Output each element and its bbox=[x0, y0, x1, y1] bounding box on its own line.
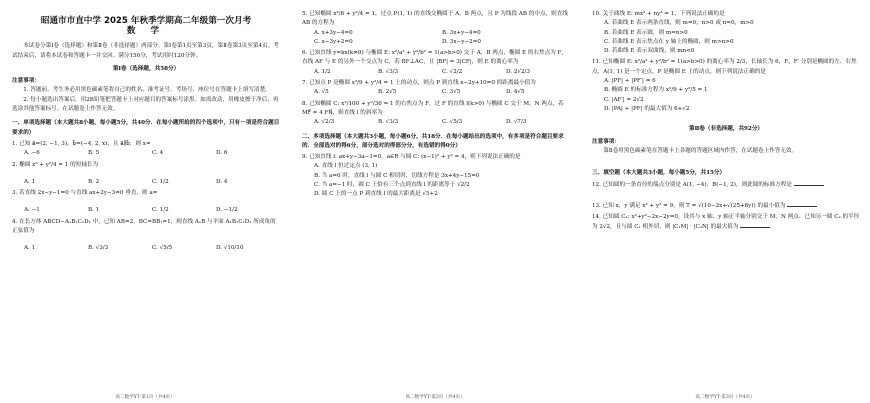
option-a: A. √5 bbox=[314, 89, 329, 96]
question-3: 3. 若直线 2x−y−1=0 与直线 ax+2y−3=0 垂直，则 a= bbox=[12, 190, 158, 197]
volume-2-heading: 第Ⅱ卷（非选择题，共92分） bbox=[688, 126, 764, 133]
question-8-options bbox=[302, 118, 570, 127]
option-d: D. 6 bbox=[216, 150, 228, 157]
note: 第Ⅱ卷用黑色碳素笔在答题卡上各题的答题区域内作答，在试题卷上作答无效。 bbox=[603, 147, 798, 154]
question-6-options bbox=[302, 68, 570, 77]
option-d: D. 4 bbox=[216, 178, 228, 185]
option-d: D. 4√5 bbox=[506, 89, 525, 96]
option-c: C. 4 bbox=[152, 150, 164, 157]
question-7-options bbox=[302, 88, 570, 97]
option-b: B. 2 bbox=[88, 178, 100, 185]
question-9: 9. 已知直线 l: ax+y−3a−1=0，a∈R 与圆 C: (x−1)² + y² = 4，则下列说法正确的是 bbox=[302, 154, 521, 161]
section-3-heading: 三、填空题（本大题共3小题，每小题5分，共15分） bbox=[592, 170, 726, 177]
question-11-option-a: A. |PF| + |PF′| = 6 bbox=[604, 78, 656, 85]
volume-1-heading: 第Ⅰ卷（选择题，共58分） bbox=[112, 65, 180, 72]
question-10-option-d: D. 若曲线 E 表示双曲线，则 mn<0 bbox=[604, 48, 695, 55]
exam-title: 昭通市市直中学 2025 年秋季学期高二年级第一次月考 bbox=[40, 16, 252, 26]
question-12-text: 12. 已知圆的一条直径的端点分别是 A(1, −4)，B(−1, 2)，则此圆的标准方程是 bbox=[592, 182, 792, 189]
option-d: D. −1/2 bbox=[216, 207, 238, 214]
option-b: B. 5 bbox=[88, 150, 100, 157]
option-c: C. 1/2 bbox=[152, 178, 169, 185]
page-3 bbox=[580, 0, 870, 403]
question-1: 1. 已知 a⃗=(2, −1, 3)，b⃗=(−4, 2, x)，且 a⃗∥b⃗，则 x= bbox=[12, 140, 151, 147]
question-8: 8. 已知椭圆 C: x²/100 + y²/36 = 1 的右焦点为 F，过 F 的直线 l(k>0) 与椭圆 C 交于 M，N 两点，若 MF⃗ = 4 FN⃗，则直线 l 的斜率为 bbox=[302, 100, 564, 116]
question-9-option-b: B. 当 a=0 时，直线 l 与圆 C 相切时，切线方程是 3x+4y−15=0 bbox=[314, 172, 480, 179]
option-d: D. √10/10 bbox=[216, 245, 244, 252]
page-footer: 高二数学YT·第3页（共4页） bbox=[695, 395, 755, 400]
question-10-option-a: A. 若曲线 E 表示两条直线，则 m=0，n>0 或 n=0，m>0 bbox=[604, 20, 754, 27]
question-1-options bbox=[12, 149, 280, 158]
option-b: B. 3x+y−4=0 bbox=[442, 29, 481, 36]
question-6: 6. 已知直线 y=kx(k≠0) 与椭圆 E: x²/a² + y²/b² = 1(a>b>0) 交于 A，B 两点，椭圆 E 的右焦点为 F，直线 AF 与 E 的另外一个交点为 C，若 BF⊥AC，且 |BF| = 3|CF|，则 E 的离心率为 bbox=[302, 50, 568, 66]
option-c: C. √5/3 bbox=[442, 119, 463, 126]
notes-heading: 注意事项： bbox=[12, 78, 40, 85]
question-11: 11. 已知椭圆 E: x²/a² + y²/b² = 1(a>b>0) 的离心率为 2/3，长轴长为 6，F，F′ 分别是椭圆的左、右焦点，A(1, 1) 是一个定点，P 是椭圆 E 上的动点，则下列说法正确的是 bbox=[592, 59, 857, 75]
question-14-text: 14. 已知圆 C₁: x²+y²−2x−2y=0，设其与 x 轴、y 轴正半轴分别交于 M，N 两点．已知另一圆 C₂ 的半径为 2√2，且与圆 C₁ 相外切，则 |C₁M| · |C₂N| 的最大值为 bbox=[592, 214, 860, 231]
answer-blank bbox=[740, 222, 770, 228]
question-5-options-row-1 bbox=[302, 29, 570, 38]
page-2 bbox=[290, 0, 580, 403]
question-4-options bbox=[12, 244, 280, 253]
option-c: C. √2/2 bbox=[442, 68, 463, 75]
page-footer: 高二数学YT·第2页（共4页） bbox=[405, 395, 465, 400]
option-c: C. x−3y+2=0 bbox=[314, 38, 353, 45]
answer-blank bbox=[794, 180, 824, 186]
option-a: A. −1 bbox=[24, 207, 40, 214]
question-10-option-b: B. 若曲线 E 表示圆，则 m=n>0 bbox=[604, 29, 688, 36]
question-10: 10. 关于曲线 E: mx² + ny² = 1，下列说法正确的是 bbox=[592, 11, 725, 17]
option-d: D. √7/3 bbox=[506, 119, 527, 126]
answer-blank bbox=[787, 201, 817, 207]
question-5-options-row-2 bbox=[302, 38, 570, 47]
option-d: D. 2√2/3 bbox=[506, 68, 530, 75]
option-b: B. 1 bbox=[88, 207, 100, 214]
question-10-option-c: C. 若曲线 E 表示焦点在 y 轴上的椭圆，则 m>n>0 bbox=[604, 38, 734, 45]
option-a: A. 1 bbox=[24, 178, 36, 185]
question-12 bbox=[592, 180, 860, 190]
option-b: B. √3/3 bbox=[378, 68, 399, 75]
page-1 bbox=[0, 0, 290, 403]
section-1-heading: 一、单项选择题（本大题共8小题，每小题5分，共40分．在每小题所给的四个选项中，只有一项是符合题目要求的） bbox=[12, 120, 280, 136]
option-a: A. 1 bbox=[24, 245, 36, 252]
option-b: B. √3/3 bbox=[378, 119, 399, 126]
question-2: 2. 椭圆 x² + y²/4 = 1 的短轴长为 bbox=[12, 161, 99, 168]
option-a: A. √2/3 bbox=[314, 119, 335, 126]
question-13-text: 13. 已知 x，y 满足 x² + y² = 9，则 T = √(10−2x+√(25+8y)) 的最小值为 bbox=[592, 202, 786, 209]
notes-heading: 注意事项： bbox=[592, 138, 620, 145]
question-11-option-d: D. |PA| + |PF| 的最大值为 6+√2 bbox=[604, 105, 690, 112]
option-a: A. x+3y−4=0 bbox=[314, 29, 353, 36]
option-b: B. 2√5 bbox=[378, 89, 397, 96]
question-14 bbox=[592, 213, 860, 233]
exam-intro: 本试卷分第Ⅰ卷（选择题）和第Ⅱ卷（非选择题）两部分。第Ⅰ卷第1页至第3页，第Ⅱ卷第3页至第4页。考试结束后，请将本试卷和答题卡一并交回。满分150分，考试用时120分钟。 bbox=[12, 43, 279, 59]
question-11-option-b: B. 椭圆 E 的标准方程为 x²/9 + y²/5 = 1 bbox=[604, 87, 708, 94]
option-d: D. 3x−y−2=0 bbox=[442, 38, 481, 45]
question-13 bbox=[592, 201, 860, 211]
question-5: 5. 已知椭圆 x²/8 + y²/4 = 1，过点 P(1, 1) 的直线交椭圆于 A，B 两点，且 P 为线段 AB 的中点，则直线 AB 的方程为 bbox=[302, 11, 568, 27]
page-footer: 高二数学YT·第1页（共4页） bbox=[115, 395, 175, 400]
option-c: C. 1/2 bbox=[152, 207, 169, 214]
question-9-option-a: A. 直线 l 恒过定点 (3, 1) bbox=[314, 163, 378, 170]
question-7: 7. 已知点 P 是椭圆 x²/9 + y²/4 = 1 上的动点，则点 P 到直线 x−2y+10=0 的距离最小值为 bbox=[302, 80, 536, 87]
exam-subject: 数 学 bbox=[126, 26, 166, 36]
option-c: C. √5/5 bbox=[152, 245, 173, 252]
question-3-options bbox=[12, 206, 280, 215]
option-b: B. √3/3 bbox=[88, 245, 109, 252]
question-9-option-d: D. 圆 C 上的一点 P 到直线 l 的最大距离是 √5+2 bbox=[314, 191, 438, 198]
note-1: 1. 答题前，考生务必用黑色碳素笔将自己的姓名、准考证号、考场号、座位号在答题卡上填写清楚。 bbox=[23, 87, 271, 94]
question-4: 4. 在长方体 ABCD−A₁B₁C₁D₁ 中，已知 AB=2，BC=BB₁=1，则直线 A₁B 与平面 A₁B₁C₁D₁ 所成角的正弦值为 bbox=[12, 218, 276, 235]
section-2-heading: 二、多项选择题（本大题共3小题，每小题6分，共18分．在每小题给出的选项中，有多项是符合题目要求的．全部选对的得6分，部分选对的得部分分，有选错的得0分） bbox=[302, 133, 564, 149]
note-2: 2. 每小题选出答案后，用2B铅笔把答题卡上对应题目的答案标号涂黑。如需改动，用橡皮擦干净后，再选涂其他答案标号。在试题卷上作答无效。 bbox=[12, 96, 279, 113]
option-c: C. 3√5 bbox=[442, 89, 461, 96]
question-2-options bbox=[12, 178, 280, 187]
option-a: A. −6 bbox=[24, 150, 40, 157]
question-11-option-c: C. |AF′| = 2√2 bbox=[604, 96, 644, 103]
option-a: A. 1/2 bbox=[314, 68, 331, 75]
question-9-option-c: C. 当 a=−1 时，圆 C 上恰有三个点到直线 l 的距离等于 √2/2 bbox=[314, 182, 470, 189]
